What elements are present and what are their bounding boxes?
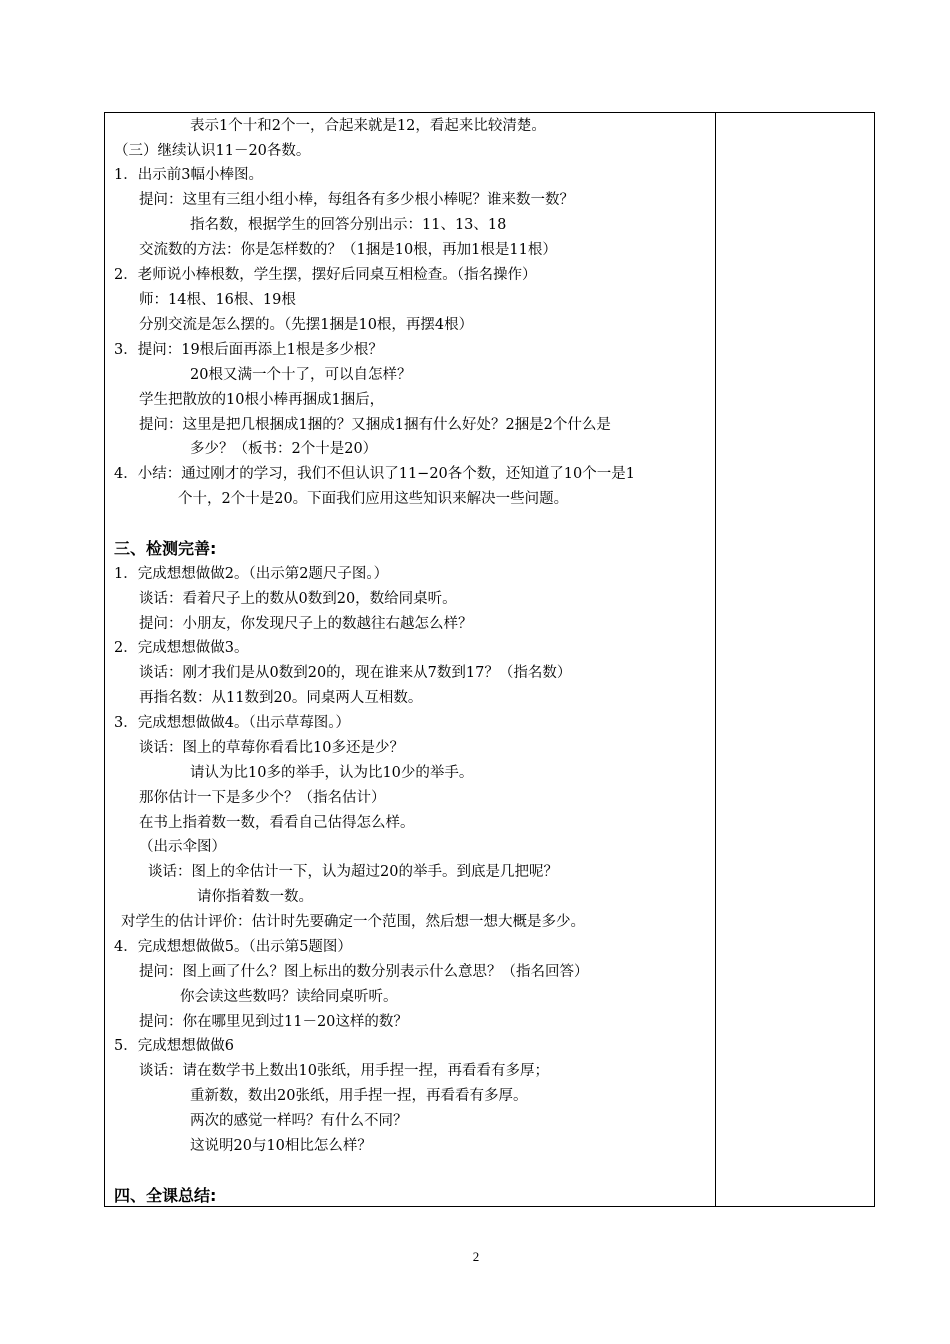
text-line: 你会读这些数吗？读给同桌听听。 — [180, 989, 398, 1005]
section-heading-3: 三、检测完善: — [114, 539, 217, 558]
text-line: 提问：这里是把几根捆成1捆的？又捆成1捆有什么好处？2捆是2个什么是 — [139, 417, 611, 433]
text-line: 谈话：请在数学书上数出10张纸，用手捏一捏，再看看有多厚； — [139, 1063, 549, 1079]
text-line: 重新数，数出20张纸，用手捏一捏，再看看有多厚。 — [190, 1088, 528, 1104]
text-line: 1．出示前3幅小棒图。 — [114, 167, 263, 183]
text-line: 师：14根、16根、19根 — [139, 292, 296, 308]
text-line: 5．完成想想做做6 — [114, 1038, 234, 1054]
text-line: 提问：这里有三组小组小棒，每组各有多少根小棒呢？谁来数一数？ — [139, 192, 574, 208]
text-line: 3．完成想想做做4。（出示草莓图。） — [114, 715, 350, 731]
text-line: 4．小结：通过刚才的学习，我们不但认识了11−20各个数，还知道了10个一是1 — [114, 466, 635, 482]
page-number: 2 — [472, 1249, 480, 1264]
text-line: 那你估计一下是多少个？（指名估计） — [139, 790, 386, 806]
text-line: 4．完成想想做做5。（出示第5题图） — [114, 939, 352, 955]
text-line: 个十，2个十是20。下面我们应用这些知识来解决一些问题。 — [178, 491, 569, 507]
text-line: 谈话：看着尺子上的数从0数到20，数给同桌听。 — [139, 591, 457, 607]
text-line: 再指名数：从11数到20。同桌两人互相数。 — [139, 690, 423, 706]
text-line: 对学生的估计评价：估计时先要确定一个范围，然后想一想大概是多少。 — [121, 914, 585, 930]
text-line: （三）继续认识11－20各数。 — [114, 143, 311, 159]
text-line: 20根又满一个十了，可以自怎样？ — [190, 367, 412, 383]
text-line: 指名数，根据学生的回答分别出示：11、13、18 — [190, 217, 507, 233]
text-line: （出示伞图） — [139, 839, 226, 855]
text-line: 在书上指着数一数，看看自己估得怎么样。 — [139, 815, 415, 831]
text-line: 谈话：图上的伞估计一下，认为超过20的举手。到底是几把呢？ — [148, 864, 558, 880]
text-line: 谈话：刚才我们是从0数到20的，现在谁来从7数到17？（指名数） — [139, 665, 572, 681]
text-line: 这说明20与10相比怎么样？ — [190, 1138, 372, 1154]
text-line: 提问：你在哪里见到过11－20这样的数？ — [139, 1014, 408, 1030]
table-column-divider — [715, 112, 716, 1207]
text-line: 请你指着数一数。 — [197, 889, 313, 905]
text-line: 分别交流是怎么摆的。（先摆1捆是10根，再摆4根） — [139, 317, 474, 333]
text-line: 两次的感觉一样吗？有什么不同？ — [190, 1113, 408, 1129]
text-line: 1．完成想想做做2。（出示第2题尺子图。） — [114, 566, 389, 582]
text-line: 学生把散放的10根小棒再捆成1捆后， — [139, 392, 385, 408]
text-line: 请认为比10多的举手，认为比10少的举手。 — [190, 765, 474, 781]
text-line: 提问：小朋友，你发现尺子上的数越往右越怎么样？ — [139, 616, 473, 632]
text-line: 表示1个十和2个一，合起来就是12，看起来比较清楚。 — [190, 118, 546, 134]
text-line: 交流数的方法：你是怎样数的？（1捆是10根，再加1根是11根） — [139, 242, 557, 258]
text-line: 提问：图上画了什么？图上标出的数分别表示什么意思？（指名回答） — [139, 964, 589, 980]
text-line: 谈话：图上的草莓你看看比10多还是少？ — [139, 740, 404, 756]
section-heading-4: 四、全课总结: — [114, 1186, 217, 1205]
text-line: 多少？（板书：2个十是20） — [190, 441, 378, 457]
text-line: 2．老师说小棒根数，学生摆，摆好后同桌互相检查。（指名操作） — [114, 267, 537, 283]
text-line: 3．提问：19根后面再添上1根是多少根？ — [114, 342, 383, 358]
text-line: 2．完成想想做做3。 — [114, 640, 249, 656]
